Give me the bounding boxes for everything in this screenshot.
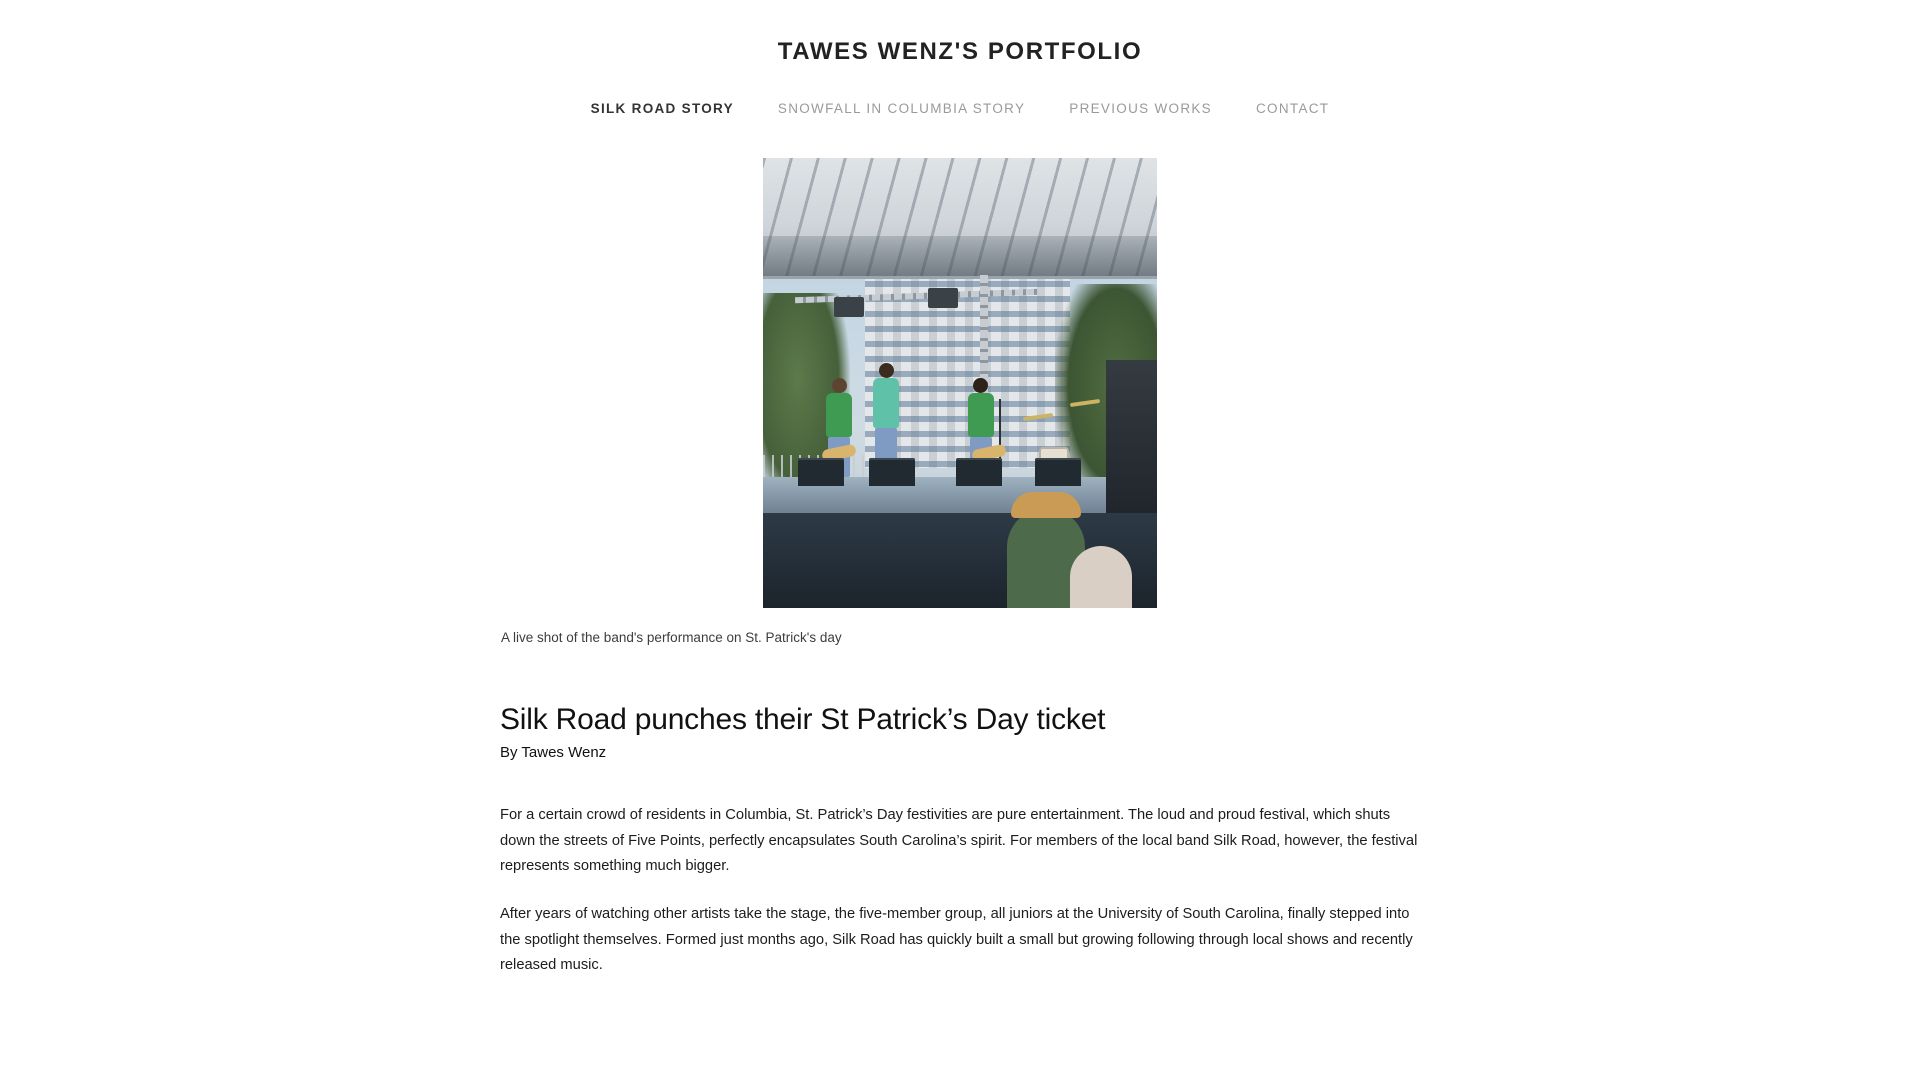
article-paragraph: For a certain crowd of residents in Columbia, St. Patrick’s Day festivities are pure entertainment. The loud and proud festival, which shuts down the streets of Five Points, perfectly encapsulates South Carolina’s spirit. For members of the local band Silk Road, however, the festival represents something much bigger.: [500, 807, 1418, 875]
photo-audience-person: [1070, 546, 1132, 608]
image-caption: A live shot of the band's performance on St. Patrick's day: [501, 629, 842, 645]
photo-stage-light-b: [928, 288, 958, 308]
photo-band-member-singer: [873, 363, 899, 468]
article-image: [763, 158, 1157, 608]
photo-stage-monitor-4: [1035, 458, 1081, 486]
photo-stage-monitor-2: [869, 458, 915, 486]
site-header: [0, 0, 1920, 116]
band-performance-photo: [763, 158, 1157, 608]
photo-stage-light-a: [834, 297, 864, 317]
article-paragraph: After years of watching other artists take the stage, the five-member group, all juniors at the University of South Carolina, finally stepped into the spotlight themselves. Formed just months ago, Silk Road has quickly built a small but growing following through local shows and recently released music.: [500, 905, 1413, 974]
article-content: [500, 116, 1420, 979]
article-figure: [500, 116, 1420, 648]
article-headline: Silk Road punches their St Patrick’s Day ticket: [500, 702, 1106, 736]
nav-item-previous-works[interactable]: PREVIOUS WORKS: [1069, 100, 1212, 116]
main-navigation[interactable]: [0, 101, 1920, 116]
article-body: [500, 803, 1420, 978]
photo-stage-canopy: [763, 158, 1157, 280]
nav-item-snowfall-in-columbia-story[interactable]: SNOWFALL IN COLUMBIA STORY: [777, 100, 1026, 116]
photo-stage-monitor-3: [956, 458, 1002, 486]
nav-item-silk-road-story[interactable]: SILK ROAD STORY: [590, 100, 734, 116]
nav-item-contact[interactable]: CONTACT: [1256, 100, 1330, 116]
page-title: TAWES WENZ'S PORTFOLIO: [777, 38, 1143, 65]
article-byline: By Tawes Wenz: [500, 744, 607, 762]
photo-stage-monitor-1: [798, 458, 844, 486]
photo-speaker-stack: [1106, 360, 1157, 513]
